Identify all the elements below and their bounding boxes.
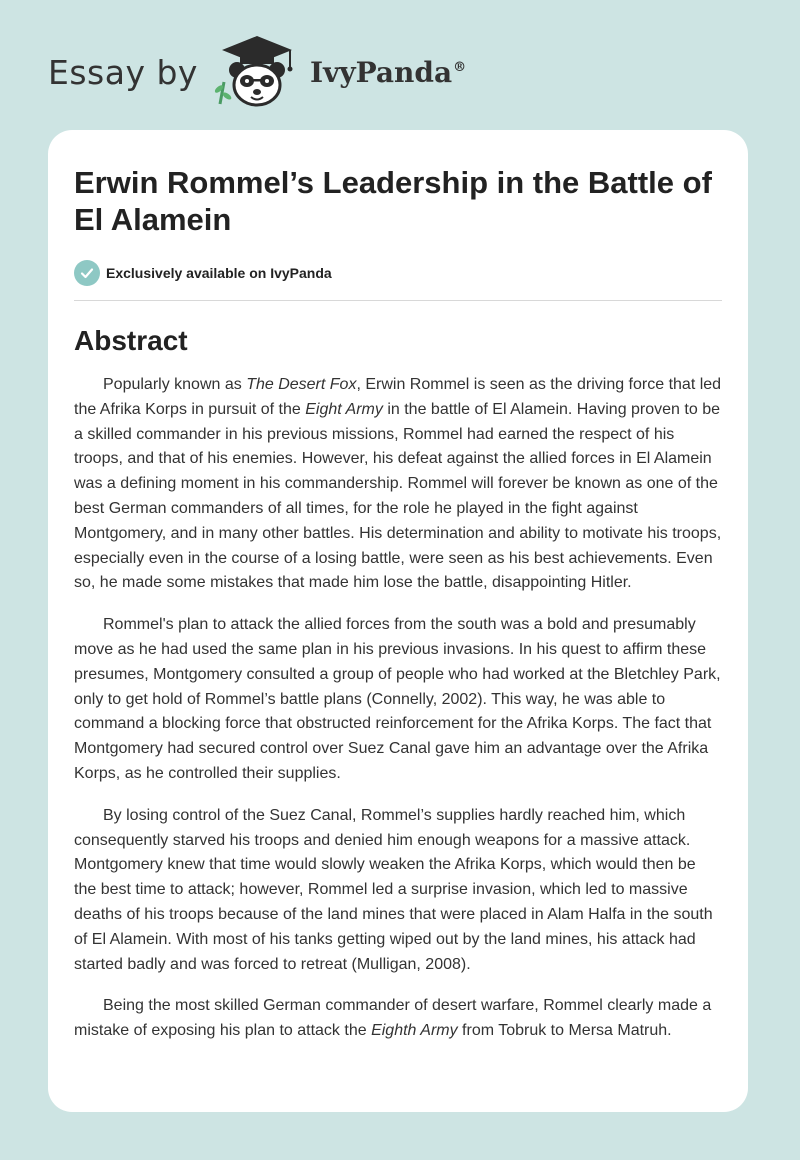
text-run: from Tobruk to Mersa Matruh. [457, 1022, 672, 1040]
essay-title: Erwin Rommel’s Leadership in the Battle of El Alamein [74, 165, 712, 237]
brand-name-text: IvyPanda [309, 55, 453, 89]
italic-text-run: Eight Army [305, 400, 383, 418]
text-run: Popularly known as [103, 376, 247, 393]
registered-mark: ® [453, 60, 467, 76]
text-run: in the battle of El Alamein. Having proven to be a skilled commander in his previous missions, Rommel had earned the respect of his troops, and that of his enemies. However, his defeat against the allied forces in El Alamein was a defining moment in his commandership. Rommel will forever be known as one of the best German commanders of all times, for the role he played in the fight against Montgomery, and in many other battles. His determination and ability to motivate his troops, especially even in the course of a losing battle, were seen as his best achievements. Even so, he made some mistakes that made him lose the battle, disappointing Hitler. [74, 400, 722, 592]
exclusive-badge-label: Exclusively available on IvyPanda [106, 265, 332, 281]
panda-graduate-logo-icon[interactable] [210, 34, 304, 110]
body-paragraph [74, 613, 722, 787]
section-heading-abstract: Abstract [74, 325, 188, 356]
exclusive-badge [74, 260, 722, 286]
text-run: , Erwin Rommel is seen as the driving force that led the Afrika Korps in pursuit of the [74, 376, 722, 418]
text-run: Rommel's plan to attack the allied forces from the south was a bold and presumably move as he had used the same plan in his previous invasions. In his quest to affirm these presumes, Montgomery consulted a group of people who had worked at the Bletchley Park, only to get hold of Rommel’s battle plans (Connelly, 2002). This way, he was able to command a blocking force that obstructed reinforcement for the Afrika Korps. The fact that Montgomery had secured control over Suez Canal gave him an advantage over the Afrika Korps, as he controlled their supplies. [74, 616, 721, 782]
divider [74, 300, 722, 301]
text-run: By losing control of the Suez Canal, Rommel’s supplies hardly reached him, which consequently starved his troops and denied him enough weapons for a massive attack. Montgomery knew that time would slowly weaken the Afrika Korps, which would then be the best time to attack; however, Rommel led a surprise invasion, which led to massive deaths of his troops because of the land mines that were placed in Alam Halfa in the south of El Alamein. With most of his tanks getting wiped out by the land mines, his attack had started badly and was forced to retreat (Mulligan, 2008). [74, 806, 713, 973]
brand-name[interactable] [310, 56, 466, 89]
italic-text-run: The Desert Fox [246, 376, 357, 393]
body-paragraph [74, 994, 722, 1044]
essay-card [48, 130, 748, 1112]
body-paragraph [74, 804, 722, 978]
essay-by-label: Essay by [48, 52, 198, 92]
essay-body [74, 373, 722, 1044]
text-run: Being the most skilled German commander of desert warfare, Rommel clearly made a mistake of exposing his plan to attack the [74, 997, 712, 1040]
site-header [48, 34, 466, 110]
italic-text-run: Eighth Army [371, 1022, 458, 1040]
body-paragraph [74, 373, 722, 596]
checkmark-circle-icon [74, 260, 100, 286]
